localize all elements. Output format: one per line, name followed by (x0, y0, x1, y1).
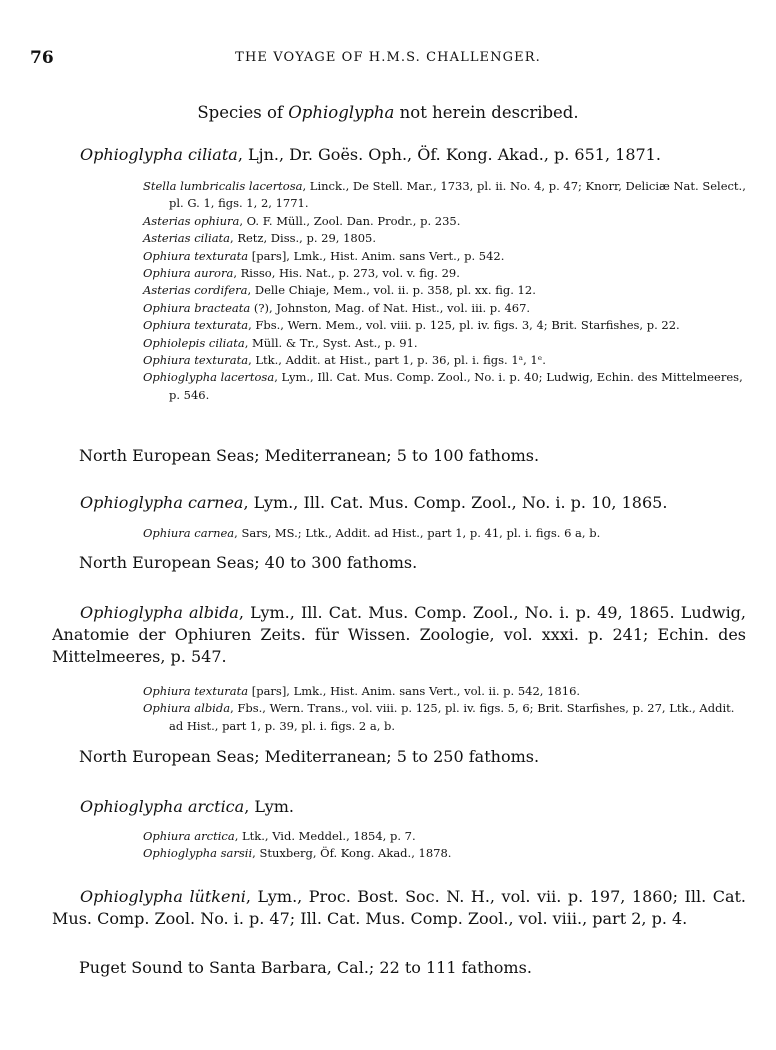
distribution-text: North European Seas; 40 to 300 fathoms. (79, 553, 418, 572)
synonym-entry: Ophioglypha sarsii, Stuxberg, Öf. Kong. Akad., 1878. (143, 846, 452, 861)
synonym-entry: Ophiura carnea, Sars, MS.; Ltk., Addit. ad Hist., part 1, p. 41, pl. i. figs. 6 a, b. (143, 526, 601, 540)
synonymy-list (143, 828, 746, 863)
species-heading: Ophioglypha ciliata, Ljn., Dr. Goës. Oph., Öf. Kong. Akad., p. 651, 1871. (80, 145, 661, 164)
synonymy-list (143, 683, 746, 735)
synonym-entry: Ophiolepis ciliata, Müll. & Tr., Syst. Ast., p. 91. (143, 335, 418, 350)
section-title: Species of Ophioglypha not herein described. (197, 103, 579, 122)
species-name: Ophioglypha albida (80, 603, 239, 622)
species-name: Ophioglypha ciliata (80, 145, 238, 164)
synonym-entry: Asterias cordifera, Delle Chiaje, Mem., vol. ii. p. 358, pl. xx. fig. 12. (143, 283, 536, 298)
synonym-entry: Ophiura aurora, Risso, His. Nat., p. 273, vol. v. fig. 29. (143, 266, 460, 281)
synonymy-list (143, 525, 746, 542)
synonymy-list (143, 178, 746, 404)
distribution-text: North European Seas; Mediterranean; 5 to 250 fathoms. (79, 747, 540, 766)
page-header (30, 48, 746, 70)
species-heading: Ophioglypha arctica, Lym. (80, 797, 294, 816)
synonym-entry: Ophiura texturata, Ltk., Addit. at Hist., part 1, p. 36, pl. i. figs. 1ᵃ, 1ᵉ. (143, 353, 546, 368)
species-heading: Ophioglypha lütkeni, Lym., Proc. Bost. Soc. N. H., vol. vii. p. 197, 1860; Ill. Cat. Mus. Comp. Zool. No. i. p. 47; Ill. Cat. Mus. Comp. Zool., vol. viii., part 2, p. 4. (52, 887, 747, 928)
distribution-text: North European Seas; Mediterranean; 5 to 100 fathoms. (79, 446, 540, 465)
running-title: THE VOYAGE OF H.M.S. CHALLENGER. (235, 50, 541, 65)
species-name: Ophioglypha arctica (80, 797, 245, 816)
synonym-entry: Asterias ophiura, O. F. Müll., Zool. Dan. Prodr., p. 235. (143, 213, 461, 228)
species-heading: Ophioglypha carnea, Lym., Ill. Cat. Mus. Comp. Zool., No. i. p. 10, 1865. (80, 493, 668, 512)
synonym-entry: Ophiura albida, Fbs., Wern. Trans., vol. viii. p. 125, pl. iv. figs. 5, 6; Brit. Starfishes, p. 27, Ltk., Addit. ad Hist., part 1, p. 39, pl. i. figs. 2 a, b. (143, 701, 735, 733)
synonym-entry: Ophioglypha lacertosa, Lym., Ill. Cat. Mus. Comp. Zool., No. i. p. 40; Ludwig, Echin. des Mittelmeeres, p. 546. (143, 370, 743, 402)
synonym-entry: Asterias ciliata, Retz, Diss., p. 29, 1805. (143, 231, 377, 246)
synonym-entry: Ophiura texturata [pars], Lmk., Hist. Anim. sans Vert., vol. ii. p. 542, 1816. (143, 684, 581, 698)
synonym-entry: Stella lumbricalis lacertosa, Linck., De Stell. Mar., 1733, pl. ii. No. 4, p. 47; Knorr, Deliciæ Nat. Select., pl. G. 1, figs. 1, 2, 1771. (143, 179, 746, 211)
synonym-entry: Ophiura texturata [pars], Lmk., Hist. Anim. sans Vert., p. 542. (143, 248, 505, 263)
distribution-text: Puget Sound to Santa Barbara, Cal.; 22 to 111 fathoms. (79, 958, 532, 977)
page-number: 76 (30, 48, 54, 68)
species-heading: Ophioglypha albida, Lym., Ill. Cat. Mus. Comp. Zool., No. i. p. 49, 1865. Ludwig, Anatomie der Ophiuren Zeits. für Wissen. Zoologie, vol. xxxi. p. 241; Echin. des Mittelmeeres, p. 547. (52, 603, 747, 666)
species-name: Ophioglypha lütkeni (80, 887, 246, 906)
synonym-entry: Ophiura bracteata (?), Johnston, Mag. of Nat. Hist., vol. iii. p. 467. (143, 300, 531, 315)
synonym-entry: Ophiura texturata, Fbs., Wern. Mem., vol. viii. p. 125, pl. iv. figs. 3, 4; Brit. Starfishes, p. 22. (143, 318, 680, 333)
species-name: Ophioglypha carnea (80, 493, 244, 512)
synonym-entry: Ophiura arctica, Ltk., Vid. Meddel., 1854, p. 7. (143, 829, 416, 843)
